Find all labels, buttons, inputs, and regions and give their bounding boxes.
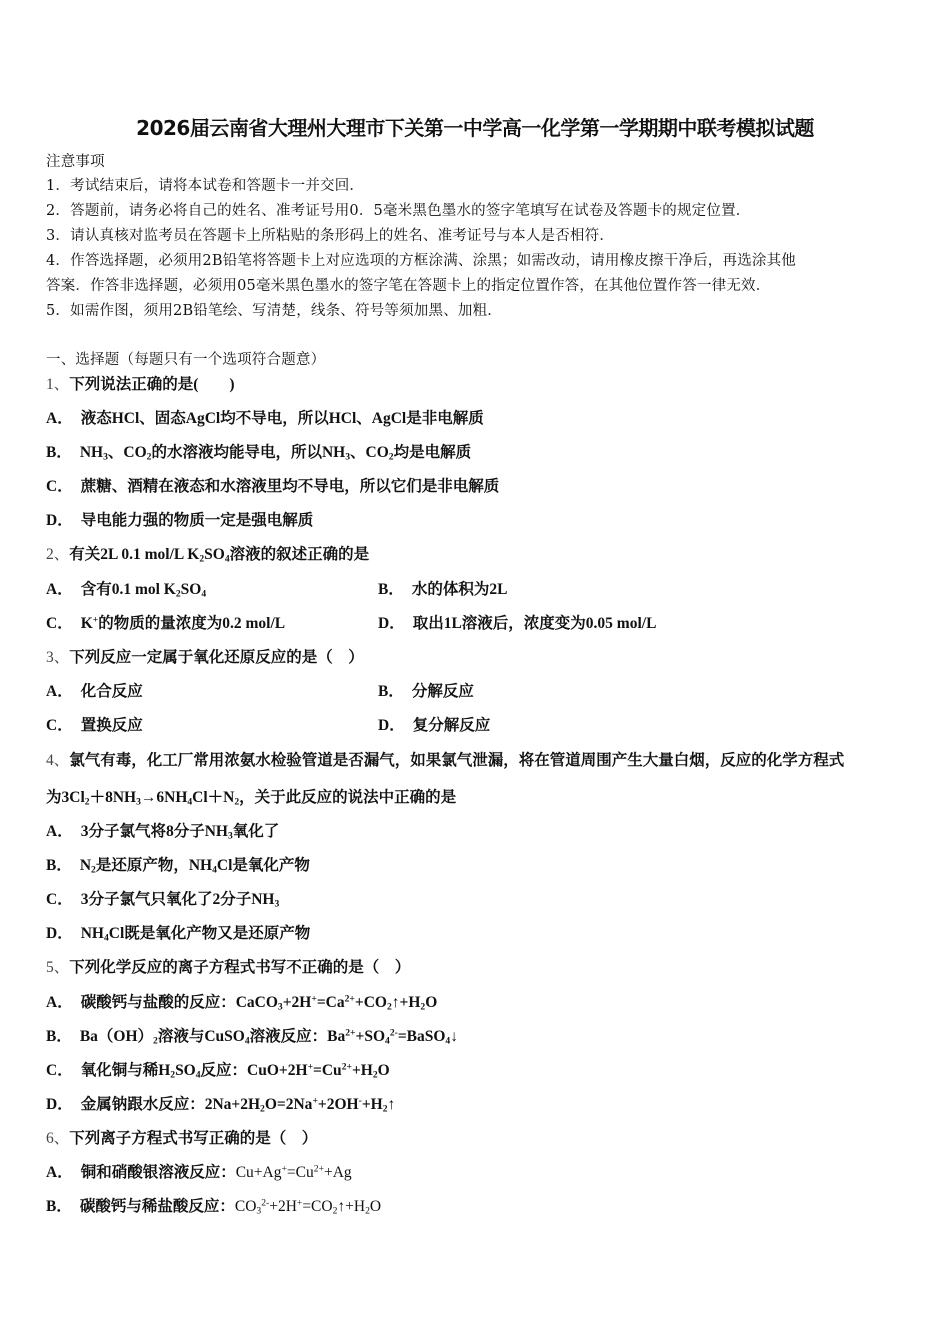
- option-d[interactable]: D． 取出1L溶液后，浓度变为0.05 mol/L: [378, 615, 657, 632]
- question-number: 3、: [46, 649, 70, 666]
- question-number: 2、: [46, 546, 70, 563]
- question-number: 1、: [46, 376, 70, 393]
- question-stem: [46, 545, 369, 565]
- question-number: 6、: [46, 1130, 70, 1147]
- option-a[interactable]: A． 3分子氯气将8分子$NH_3$氧化了: [46, 823, 280, 842]
- rich-text: 有关2L 0.1 mol/L $K_2SO_4$溶液的叙述正确的是: [69, 546, 370, 565]
- notice-item: 2．答题前，请务必将自己的姓名、准考证号用0．5毫米黑色墨水的签字笔填写在试卷及答题卡的规定位置．: [46, 203, 751, 219]
- notice-item: 4．作答选择题，必须用2B铅笔将答题卡上对应选项的方框涂满、涂黑；如需改动，请用橡皮擦干净后，再选涂其他: [46, 253, 797, 269]
- option-b[interactable]: B． 水的体积为2L: [378, 581, 508, 598]
- question-number: 5、: [46, 959, 70, 976]
- rich-text: 3分子氯气将8分子$NH_3$氧化了: [80, 823, 280, 842]
- rich-text: K+的物质的量浓度为0.2 mol/L: [80, 614, 286, 632]
- option-c[interactable]: C． K+的物质的量浓度为0.2 mol/L: [46, 614, 286, 632]
- option-b[interactable]: B． $N_2$是还原产物，$NH_4Cl$是氧化产物: [46, 857, 310, 876]
- option-d[interactable]: D． 金属钠跟水反应：$2Na+2H_2O=2Na^++2OH^-+H_2↑$: [46, 1095, 396, 1115]
- rich-text: 为$3Cl_2+8NH_3\to 6NH_4Cl+N_2$，关于此反应的说法中正确的是: [46, 789, 457, 808]
- question-stem-continued: [46, 788, 456, 808]
- option-c[interactable]: C． 3分子氯气只氧化了2分子$NH_3$: [46, 891, 280, 910]
- rich-text: 下列说法正确的是( ): [69, 376, 235, 393]
- notice-item: 5．如需作图，须用2B铅笔绘、写清楚，线条、符号等须加黑、加粗．: [46, 303, 503, 319]
- rich-text: 水的体积为2L: [411, 581, 508, 598]
- option-a[interactable]: A． 铜和硝酸银溶液反应：$Cu+Ag^+=Cu^{2+}+Ag$: [46, 1163, 352, 1181]
- rich-text: 化合反应: [80, 683, 143, 700]
- rich-text: 3分子氯气只氧化了2分子$NH_3$: [80, 891, 280, 910]
- option-c[interactable]: C． 蔗糖、酒精在液态和水溶液里均不导电，所以它们是非电解质: [46, 478, 500, 495]
- rich-text: $NH_4Cl$既是氧化产物又是还原产物: [80, 925, 311, 944]
- notice-item: 1．考试结束后，请将本试卷和答题卡一并交回．: [46, 178, 365, 194]
- option-c[interactable]: C． 置换反应: [46, 717, 143, 734]
- question-number: 4、: [46, 752, 70, 769]
- notice-item: 答案．作答非选择题，必须用05毫米黑色墨水的签字笔在答题卡上的指定位置作答，在其他位置作答一律无效．: [46, 278, 771, 294]
- section-heading: 一、选择题（每题只有一个选项符合题意）: [46, 352, 326, 368]
- question-stem: [46, 958, 410, 978]
- option-d[interactable]: D． 导电能力强的物质一定是强电解质: [46, 512, 314, 529]
- rich-text: 下列化学反应的离子方程式书写不正确的是（ ）: [69, 959, 411, 976]
- rich-text: 取出1L溶液后，浓度变为0.05 mol/L: [412, 615, 657, 632]
- option-b[interactable]: B． $Ba(OH)_2$溶液与CuSO$_4$溶液反应：$Ba^{2+}+SO_4^{2-}=BaSO_4↓$: [46, 1027, 458, 1047]
- rich-text: 氧化铜与稀$H_2SO_4$反应：$CuO+2H^+=Cu^{2+}+H_2O$: [80, 1061, 390, 1081]
- rich-text: $N_2$是还原产物，$NH_4Cl$是氧化产物: [79, 857, 310, 876]
- rich-text: $Ba(OH)_2$溶液与CuSO$_4$溶液反应：$Ba^{2+}+SO_4^{2-}=BaSO_4↓$: [79, 1027, 458, 1047]
- question-stem: [46, 375, 235, 395]
- rich-text: 下列反应一定属于氧化还原反应的是（ ）: [69, 649, 364, 666]
- option-a[interactable]: A． 含有0.1 mol $K_2SO_4$: [46, 581, 207, 600]
- option-a[interactable]: A． 化合反应: [46, 683, 143, 700]
- page-title: 2026届云南省大理州大理市下关第一中学高一化学第一学期期中联考模拟试题: [136, 116, 814, 140]
- rich-text: 碳酸钙与盐酸的反应：$CaCO_3+2H^+=Ca^{2+}+CO_2↑+H_2O$: [80, 993, 438, 1013]
- rich-text: 含有0.1 mol $K_2SO_4$: [80, 581, 207, 600]
- rich-text: 蔗糖、酒精在液态和水溶液里均不导电，所以它们是非电解质: [80, 478, 500, 495]
- rich-text: 氯气有毒，化工厂常用浓氨水检验管道是否漏气，如果氯气泄漏，将在管道周围产生大量白烟，反应的化学方程式: [69, 752, 845, 769]
- option-d[interactable]: D． 复分解反应: [378, 717, 491, 734]
- option-a[interactable]: A． 液态HCl、固态AgCl均不导电，所以HCl、AgCl是非电解质: [46, 410, 484, 427]
- rich-text: 下列离子方程式书写正确的是（ ）: [69, 1130, 318, 1147]
- notice-heading: 注意事项: [46, 154, 105, 170]
- rich-text: 分解反应: [411, 683, 474, 700]
- rich-text: 导电能力强的物质一定是强电解质: [80, 512, 314, 529]
- question-stem: [46, 751, 844, 771]
- option-d[interactable]: D． $NH_4Cl$既是氧化产物又是还原产物: [46, 925, 311, 944]
- option-b[interactable]: B． 分解反应: [378, 683, 474, 700]
- rich-text: 碳酸钙与稀盐酸反应：$CO_3^{2-}+2H^+=CO_2↑+H_2O$: [79, 1197, 382, 1217]
- rich-text: $NH_3$、$CO_2$的水溶液均能导电，所以$NH_3$、$CO_2$均是电解质: [79, 444, 472, 463]
- option-c[interactable]: C． 氧化铜与稀$H_2SO_4$反应：$CuO+2H^+=Cu^{2+}+H_2O$: [46, 1061, 390, 1081]
- rich-text: 置换反应: [80, 717, 143, 734]
- option-a[interactable]: A． 碳酸钙与盐酸的反应：$CaCO_3+2H^+=Ca^{2+}+CO_2↑+H_2O$: [46, 993, 438, 1013]
- option-b[interactable]: B． $NH_3$、$CO_2$的水溶液均能导电，所以$NH_3$、$CO_2$均是电解质: [46, 444, 472, 463]
- rich-text: 铜和硝酸银溶液反应：$Cu+Ag^+=Cu^{2+}+Ag$: [80, 1163, 352, 1181]
- question-stem: [46, 648, 364, 668]
- notice-item: 3．请认真核对监考员在答题卡上所粘贴的条形码上的姓名、准考证号与本人是否相符．: [46, 228, 615, 244]
- question-stem: [46, 1129, 317, 1149]
- option-b[interactable]: B． 碳酸钙与稀盐酸反应：$CO_3^{2-}+2H^+=CO_2↑+H_2O$: [46, 1197, 382, 1217]
- rich-text: 复分解反应: [412, 717, 491, 734]
- rich-text: 金属钠跟水反应：$2Na+2H_2O=2Na^++2OH^-+H_2↑$: [80, 1095, 396, 1115]
- rich-text: 液态HCl、固态AgCl均不导电，所以HCl、AgCl是非电解质: [80, 410, 484, 427]
